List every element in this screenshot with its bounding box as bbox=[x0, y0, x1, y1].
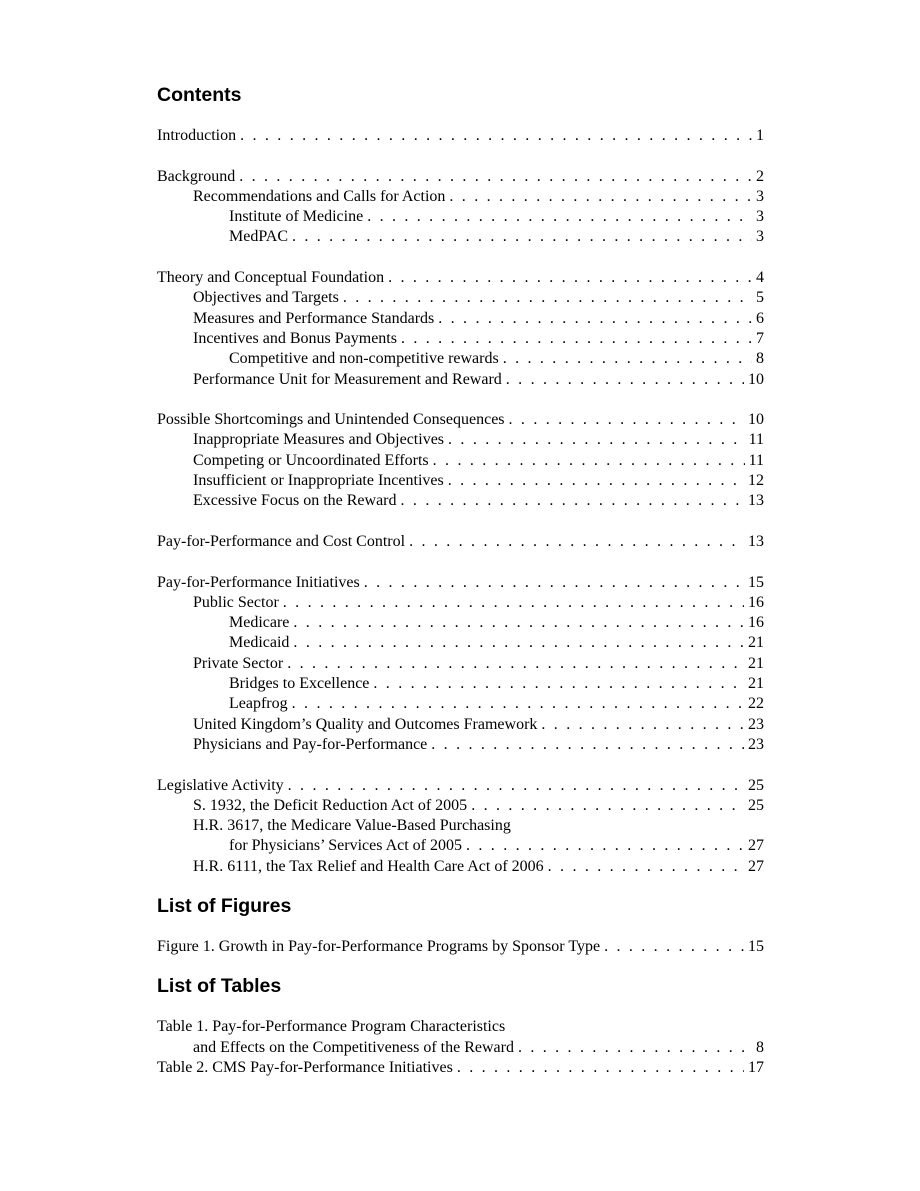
toc-entry[interactable] bbox=[157, 491, 764, 511]
dot-leader bbox=[438, 309, 752, 329]
toc-entry[interactable] bbox=[157, 329, 764, 349]
toc-entry[interactable] bbox=[157, 776, 764, 796]
toc-entry-title: Table 1. Pay-for-Performance Program Characteristics bbox=[157, 1018, 506, 1036]
toc-entry[interactable] bbox=[157, 694, 764, 714]
toc-page bbox=[157, 80, 764, 1078]
toc-entry[interactable] bbox=[157, 715, 764, 735]
toc-entry[interactable] bbox=[157, 349, 764, 369]
toc-entry-page: 16 bbox=[748, 614, 764, 632]
dot-leader bbox=[283, 593, 744, 613]
dot-leader bbox=[448, 471, 744, 491]
toc-entry[interactable] bbox=[157, 1058, 764, 1078]
dot-leader bbox=[292, 694, 744, 714]
toc-entry-title: Insufficient or Inappropriate Incentives bbox=[193, 472, 444, 490]
toc-entry[interactable] bbox=[157, 796, 764, 816]
toc-entry-page: 10 bbox=[748, 370, 764, 388]
toc-entry-page: 16 bbox=[748, 593, 764, 611]
dot-leader bbox=[367, 207, 752, 227]
toc-entry[interactable] bbox=[157, 430, 764, 450]
dot-leader bbox=[449, 187, 752, 207]
toc-entry[interactable] bbox=[157, 573, 764, 593]
toc-entry[interactable] bbox=[157, 593, 764, 613]
tables-heading: List of Tables bbox=[157, 975, 282, 998]
toc-entry-page: 6 bbox=[756, 309, 764, 327]
dot-leader bbox=[388, 268, 752, 288]
toc-entry[interactable] bbox=[157, 735, 764, 755]
toc-entry-title: Medicaid bbox=[229, 634, 290, 652]
dot-leader bbox=[343, 288, 752, 308]
toc-entry-page: 11 bbox=[748, 451, 764, 469]
toc-entry[interactable] bbox=[157, 1017, 764, 1037]
contents-list bbox=[157, 126, 764, 877]
toc-entry[interactable] bbox=[157, 613, 764, 633]
dot-leader bbox=[364, 573, 744, 593]
toc-entry-page: 11 bbox=[748, 431, 764, 449]
toc-entry-page: 27 bbox=[748, 857, 764, 875]
toc-entry-title: Competing or Uncoordinated Efforts bbox=[193, 451, 429, 469]
toc-entry-title: Institute of Medicine bbox=[229, 208, 364, 226]
toc-entry[interactable] bbox=[157, 857, 764, 877]
toc-entry-page: 23 bbox=[748, 735, 764, 753]
toc-entry-title: Introduction bbox=[157, 127, 237, 144]
toc-entry-page: 17 bbox=[748, 1058, 764, 1076]
dot-leader bbox=[448, 430, 745, 450]
toc-entry[interactable] bbox=[157, 471, 764, 491]
dot-leader bbox=[293, 613, 744, 633]
toc-entry-page: 4 bbox=[756, 269, 764, 287]
toc-entry-title: Public Sector bbox=[193, 593, 279, 611]
group-spacer bbox=[157, 552, 764, 572]
toc-entry[interactable] bbox=[157, 654, 764, 674]
toc-entry-title: Leapfrog bbox=[229, 695, 288, 713]
dot-leader bbox=[466, 836, 744, 856]
toc-entry-page: 13 bbox=[748, 532, 764, 550]
toc-entry-title: Legislative Activity bbox=[157, 776, 284, 794]
toc-entry-title: Background bbox=[157, 167, 236, 185]
dot-leader bbox=[509, 410, 744, 430]
dot-leader bbox=[401, 329, 752, 349]
tables-list bbox=[157, 1017, 764, 1078]
toc-entry[interactable] bbox=[157, 410, 764, 430]
dot-leader bbox=[548, 857, 744, 877]
dot-leader bbox=[287, 654, 744, 674]
toc-entry[interactable] bbox=[157, 532, 764, 552]
toc-entry-page: 27 bbox=[748, 837, 764, 855]
toc-entry-page: 5 bbox=[756, 289, 764, 307]
toc-entry-page: 22 bbox=[748, 695, 764, 713]
toc-entry[interactable] bbox=[157, 816, 764, 836]
toc-entry-title: Inappropriate Measures and Objectives bbox=[193, 431, 445, 449]
toc-entry-title: Recommendations and Calls for Action bbox=[193, 187, 446, 205]
toc-entry-title: Measures and Performance Standards bbox=[193, 309, 435, 327]
group-spacer bbox=[157, 146, 764, 166]
toc-entry[interactable] bbox=[157, 126, 764, 146]
dot-leader bbox=[373, 674, 744, 694]
figures-heading: List of Figures bbox=[157, 894, 292, 917]
toc-entry[interactable] bbox=[157, 167, 764, 187]
toc-entry[interactable] bbox=[157, 268, 764, 288]
toc-entry-title: for Physicians’ Services Act of 2005 bbox=[229, 837, 462, 855]
toc-entry-title: Excessive Focus on the Reward bbox=[193, 492, 397, 510]
toc-entry-page: 8 bbox=[756, 350, 764, 368]
toc-entry[interactable] bbox=[157, 207, 764, 227]
toc-entry[interactable] bbox=[157, 937, 764, 957]
toc-entry-title: H.R. 3617, the Medicare Value-Based Purchasing bbox=[193, 817, 511, 835]
toc-entry-title: H.R. 6111, the Tax Relief and Health Care Act of 2006 bbox=[193, 857, 544, 875]
dot-leader bbox=[239, 167, 752, 187]
toc-entry-title: Performance Unit for Measurement and Reward bbox=[193, 370, 502, 388]
dot-leader bbox=[401, 491, 744, 511]
toc-entry-title: and Effects on the Competitiveness of the Reward bbox=[193, 1038, 514, 1056]
dot-leader bbox=[409, 532, 744, 552]
toc-entry[interactable] bbox=[157, 836, 764, 856]
toc-entry-page: 23 bbox=[748, 715, 764, 733]
toc-entry-page: 8 bbox=[756, 1038, 764, 1056]
toc-entry-page: 3 bbox=[756, 208, 764, 226]
toc-entry-title: Possible Shortcomings and Unintended Consequences bbox=[157, 411, 505, 429]
toc-entry-page: 1 bbox=[756, 127, 764, 144]
toc-entry-title: Pay-for-Performance and Cost Control bbox=[157, 532, 406, 550]
toc-entry-page: 3 bbox=[756, 228, 764, 246]
toc-entry[interactable] bbox=[157, 288, 764, 308]
dot-leader bbox=[503, 349, 752, 369]
dot-leader bbox=[457, 1058, 744, 1078]
toc-entry-title: Incentives and Bonus Payments bbox=[193, 329, 397, 347]
toc-entry-title: S. 1932, the Deficit Reduction Act of 2005 bbox=[193, 796, 468, 814]
toc-entry[interactable] bbox=[157, 187, 764, 207]
toc-entry-page: 13 bbox=[748, 492, 764, 510]
group-spacer bbox=[157, 390, 764, 410]
toc-entry-page: 12 bbox=[748, 472, 764, 490]
dot-leader bbox=[293, 633, 744, 653]
toc-entry-title: Private Sector bbox=[193, 654, 284, 672]
toc-entry-title: Figure 1. Growth in Pay-for-Performance Programs by Sponsor Type bbox=[157, 937, 601, 955]
toc-entry-page: 15 bbox=[748, 937, 764, 955]
toc-entry-page: 7 bbox=[756, 329, 764, 347]
dot-leader bbox=[604, 937, 744, 957]
toc-entry[interactable] bbox=[157, 309, 764, 329]
dot-leader bbox=[288, 776, 744, 796]
dot-leader bbox=[506, 370, 744, 390]
toc-entry-page: 21 bbox=[748, 654, 764, 672]
dot-leader bbox=[541, 715, 744, 735]
dot-leader bbox=[471, 796, 744, 816]
toc-entry-title: Pay-for-Performance Initiatives bbox=[157, 573, 360, 591]
toc-entry-title: Theory and Conceptual Foundation bbox=[157, 269, 385, 287]
toc-entry-title: Physicians and Pay-for-Performance bbox=[193, 735, 428, 753]
contents-heading: Contents bbox=[157, 84, 242, 106]
toc-entry-page: 21 bbox=[748, 634, 764, 652]
toc-entry-title: Competitive and non-competitive rewards bbox=[229, 350, 499, 368]
toc-entry[interactable] bbox=[157, 674, 764, 694]
toc-entry[interactable] bbox=[157, 451, 764, 471]
toc-entry[interactable] bbox=[157, 370, 764, 390]
group-spacer bbox=[157, 512, 764, 532]
toc-entry[interactable] bbox=[157, 227, 764, 247]
dot-leader bbox=[431, 735, 744, 755]
dot-leader bbox=[518, 1038, 752, 1058]
toc-entry-title: MedPAC bbox=[229, 228, 288, 246]
toc-entry-page: 21 bbox=[748, 675, 764, 693]
toc-entry-page: 2 bbox=[756, 167, 764, 185]
group-spacer bbox=[157, 755, 764, 775]
figures-list bbox=[157, 937, 764, 957]
toc-entry-title: Table 2. CMS Pay-for-Performance Initiatives bbox=[157, 1058, 453, 1076]
toc-entry-title: Bridges to Excellence bbox=[229, 675, 370, 693]
dot-leader bbox=[240, 126, 752, 146]
dot-leader bbox=[292, 227, 752, 247]
toc-entry-page: 15 bbox=[748, 573, 764, 591]
toc-entry-title: United Kingdom’s Quality and Outcomes Framework bbox=[193, 715, 538, 733]
toc-entry-title: Medicare bbox=[229, 614, 290, 632]
toc-entry-title: Objectives and Targets bbox=[193, 289, 339, 307]
toc-entry-page: 3 bbox=[756, 187, 764, 205]
toc-entry-page: 10 bbox=[748, 411, 764, 429]
toc-entry-page: 25 bbox=[748, 776, 764, 794]
toc-entry[interactable] bbox=[157, 1038, 764, 1058]
toc-entry[interactable] bbox=[157, 633, 764, 653]
group-spacer bbox=[157, 248, 764, 268]
toc-entry-page: 25 bbox=[748, 796, 764, 814]
dot-leader bbox=[433, 451, 745, 471]
